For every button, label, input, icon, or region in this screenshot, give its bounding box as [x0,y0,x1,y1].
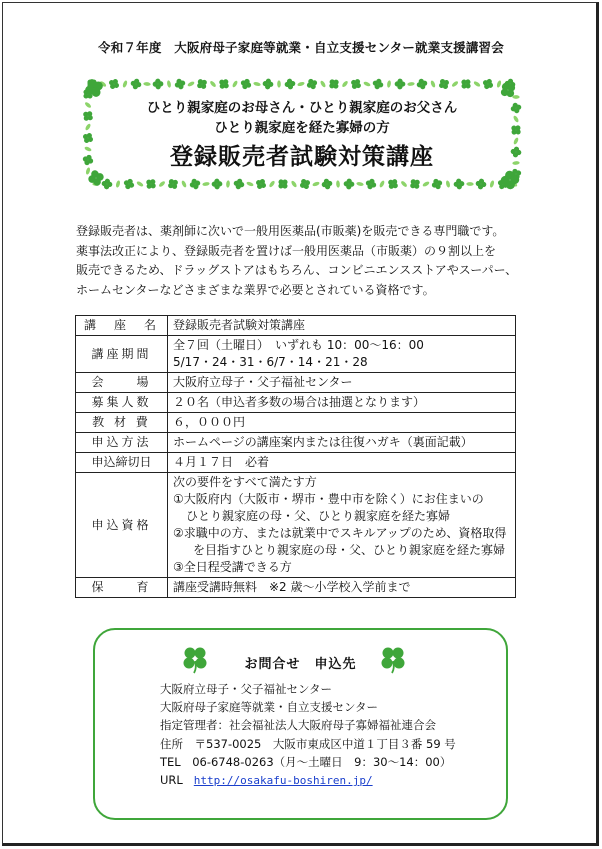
table-row [76,413,516,433]
qualification-line: ③全日程受講できる方 [173,560,292,574]
qualification-line: ①大阪府内（大阪市・堺市・豊中市を除く）にお住まいの [173,492,484,506]
period-time: 全７回（土曜日） いずれも 10：00～16：00 [173,338,424,352]
method-value: ホームページの講座案内または往復ハガキ（裏面記載） [168,433,516,453]
table-row [76,473,516,578]
qualification-value [168,473,516,578]
contact-line: 大阪府立母子・父子福祉センター [160,682,333,696]
intro-line: 販売できるため、ドラッグストアはもちろん、コンビニエンスストアやスーパー、 [76,263,518,277]
contact-details [160,680,456,790]
capacity-label: 募集人数 [76,393,168,413]
deadline-value: ４月１７日 必着 [168,453,516,473]
intro-line: 登録販売者は、薬剤師に次いで一般用医薬品(市販薬)を販売できる専門職です。 [76,224,505,238]
contact-line: 大阪府母子家庭等就業・自立支援センター [160,700,379,715]
qualification-line: を目指すひとり親家庭の母・父、ひとり親家庭を経た寡婦 [193,543,506,557]
method-label: 申込方法 [76,433,168,453]
venue-value: 大阪府立母子・父子福祉センター [168,373,516,393]
course-name-label: 講 座 名 [76,316,168,336]
contact-title: お問合せ 申込先 [244,657,357,672]
contact-line: 指定管理者：社会福祉法人大阪府母子寡婦福祉連合会 [160,718,436,733]
contact-address: 住所 〒537-0025 大阪市東成区中道１丁目３番 59 号 [160,736,456,751]
childcare-label: 保 育 [76,578,168,598]
course-name-value: 登録販売者試験対策講座 [168,316,516,336]
table-row [76,578,516,598]
qualification-line: ②求職中の方、または就業中でスキルアップのため、資格取得 [173,526,507,540]
fee-label: 教 材 費 [76,413,168,433]
course-main-title: 登録販売者試験対策講座 [170,144,434,170]
website-link[interactable]: http://osakafu-boshiren.jp/ [193,774,373,788]
childcare-value: 講座受講時無料 ※2 歳～小学校入学前まで [168,578,516,598]
qualification-line: ひとり親家庭の母・父、ひとり親家庭を経た寡婦 [186,509,451,523]
table-row [76,316,516,336]
table-row [76,336,516,373]
banner-target-line2: ひとり親家庭を経た寡婦の方 [214,120,390,136]
table-row [76,453,516,473]
table-row [76,373,516,393]
banner-target-line1: ひとり親家庭のお母さん・ひとり親家庭のお父さん [146,100,458,116]
period-label: 講座期間 [76,336,168,373]
table-row [76,433,516,453]
qualification-label: 申込資格 [76,473,168,578]
contact-url-row [160,771,456,790]
capacity-value: ２０名（申込者多数の場合は抽選となります） [168,393,516,413]
deadline-label: 申込締切日 [76,453,168,473]
period-dates: 5/17・24・31・6/7・14・21・28 [173,355,368,369]
intro-paragraph [76,222,536,300]
period-value [168,336,516,373]
fee-value: ６，０００円 [168,413,516,433]
course-info-table [75,315,516,598]
intro-line: 薬事法改正により、登録販売者を置けば一般用医薬品（市販薬）の９割以上を [76,243,497,258]
intro-line: ホームセンターなどさまざまな業界で必要とされている資格です。 [76,282,435,297]
table-row [76,393,516,413]
qualification-line: 次の要件をすべて満たす方 [173,475,317,489]
page-header-title: 令和７年度 大阪府母子家庭等就業・自立支援センター就業支援講習会 [98,40,504,55]
venue-label: 会 場 [76,373,168,393]
url-label: URL [160,773,183,788]
contact-phone: TEL 06-6748-0263（月～土曜日 9：30～14：00） [160,754,452,769]
